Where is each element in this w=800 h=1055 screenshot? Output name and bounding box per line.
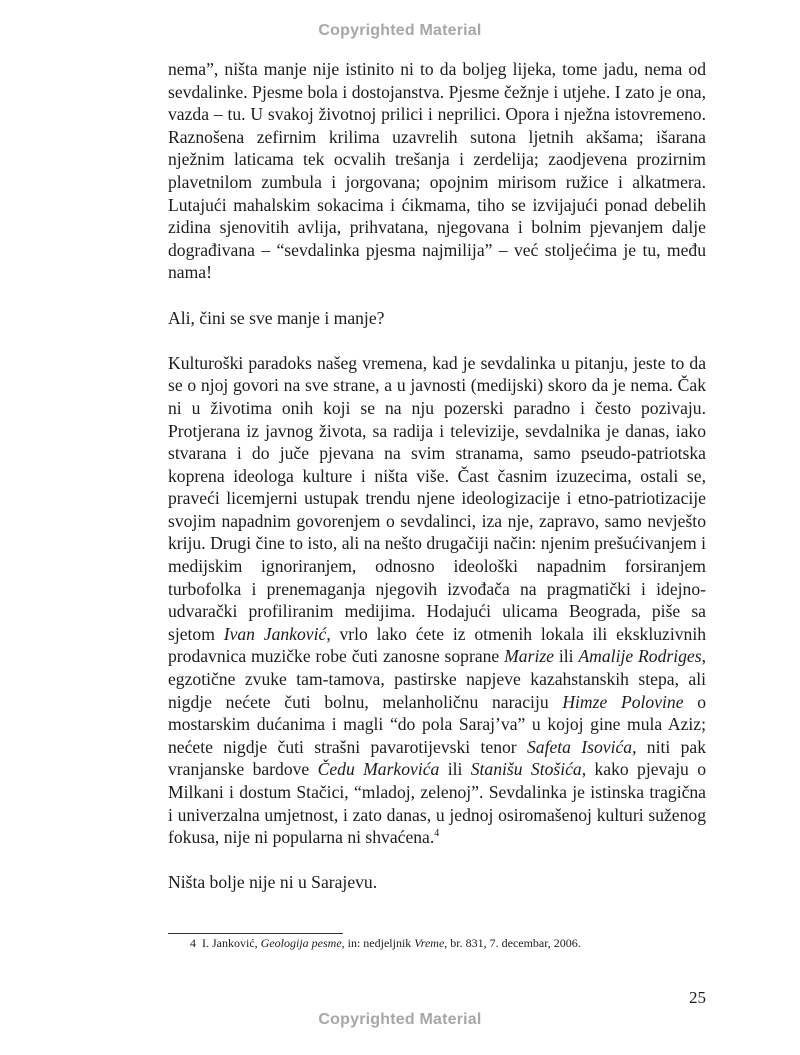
- copyright-watermark-top: Copyrighted Material: [318, 22, 482, 39]
- text-run: , kako pjevaju o Milkani i dostum Stačici, “mladoj, zelenoj”. Sevdalinka je istinska tragična i univerzalna umjetnost, i zato danas, u jednoj osiromašenoj kulturi suženog fokusa, nije ni popularna ni shvaćena.: [168, 759, 707, 848]
- name-cedu-markovica: Čedu Markovića: [317, 759, 440, 780]
- text-run: , egzotične zvuke tam-tamova, pastirske napjeve kazahstanskih stepa, ali nigdje nećete čuti bolnu, melanholičnu naraciju: [168, 646, 706, 712]
- text-run: , vrlo lako ćete iz otmenih lokala ili ekskluzivnih prodavnica muzičke robe čuti zanosne soprane: [168, 623, 707, 667]
- footnote-divider: [168, 933, 343, 934]
- footnote-reference[interactable]: 4: [434, 828, 440, 840]
- paragraph-3: [168, 352, 706, 849]
- paragraph-1: nema”, ništa manje nije istinito ni to da boljeg lijeka, tome jadu, nema od sevdalinke. Pjesme bola i dostojanstva. Pjesme čežnje i utjehe. I zato je ona, vazda – tu. U svakoj životnoj prilici i neprilici. Opora i nježna istovremeno. Raznošena zefirnim krilima uzavrelih sutona ljetnih akšama; išarana nježnim laticama tek ocvalih trešanja i zerdelija; zaodjevena prozirnim plavetnilom zumbula i jorgovana; opojnim mirisom ružice i alkatmera. Lutajući mahalskim sokacima i ćikmama, tiho se izvijajući ponad debelih zidina sjenovitih avlija, prihvatana, njegovana i bolnim pjevanjem dalje dograđivana – “sevdalinka pjesma najmilija” – već stoljećima je tu, među nama!: [168, 59, 706, 283]
- name-marize: Marize: [504, 646, 554, 667]
- name-stanisu-stosica: Stanišu Stošića: [470, 759, 582, 780]
- name-himze-polovine: Himze Polovine: [562, 691, 684, 712]
- name-ivan-jankovic: Ivan Janković: [223, 623, 327, 644]
- body-text: [168, 58, 706, 894]
- footnote: [190, 936, 710, 951]
- footnote-number: 4: [190, 936, 196, 950]
- paragraph-2: Ali, čini se sve manje i manje?: [168, 307, 385, 328]
- text-run: ili: [553, 646, 579, 667]
- footnote-author: I. Janković,: [202, 936, 261, 950]
- name-safeta-isovica: Safeta Isovića: [526, 736, 633, 757]
- paragraph-4: Ništa bolje nije ni u Sarajevu.: [168, 872, 378, 893]
- text-run: ili: [439, 759, 471, 780]
- text-run: , niti pak vranjanske bardove: [168, 736, 706, 780]
- footnote-title: Geologija pesme: [260, 936, 342, 950]
- footnote-journal: Vreme: [414, 936, 445, 950]
- page-number: 25: [689, 988, 706, 1007]
- text-run: o mostarskim dućanima i magli “do pola Saraj’va” u kojoj gine mula Aziz; nećete nigdje čuti strašni pavarotijevski tenor: [168, 691, 707, 757]
- name-amalije-rodriges: Amalije Rodriges: [578, 646, 702, 667]
- copyright-watermark-bottom: Copyrighted Material: [318, 1011, 482, 1028]
- footnote-details: , br. 831, 7. decembar, 2006.: [444, 936, 581, 950]
- footnote-text: , in: nedjeljnik: [341, 936, 415, 950]
- text-run: Kulturoški paradoks našeg vremena, kad je sevdalinka u pitanju, jeste to da se o njoj govori na sve strane, a u javnosti (medijski) skoro da je nema. Čak ni u životima onih koji se na nju pozerski paradno i često pozivaju. Protjerana iz javnog života, sa radija i televizije, sevdalnika je danas, iako stvarana i do juče pjevana na svim stranama, samo pseudo-patriotska koprena ideologa kulture i ništa više. Čast časnim izuzecima, ostali se, praveći licemjerni ustupak trendu njene ideologizacije i etno-patriotizacije svojim napadnim govorenjem o sevdalinci, iza nje, zapravo, samo nevješto kriju. Drugi čine to isto, ali na nešto drugačiji način: njenim prešućivanjem i medijskim ignoriranjem, odnosno ideološki napadnim forsiranjem turbofolka i prenemaganja njegovih izvođača na pragmatički i idejno-udvarački profiliranim medijima. Hodajući ulicama Beograda, piše sa sjetom: [168, 352, 706, 644]
